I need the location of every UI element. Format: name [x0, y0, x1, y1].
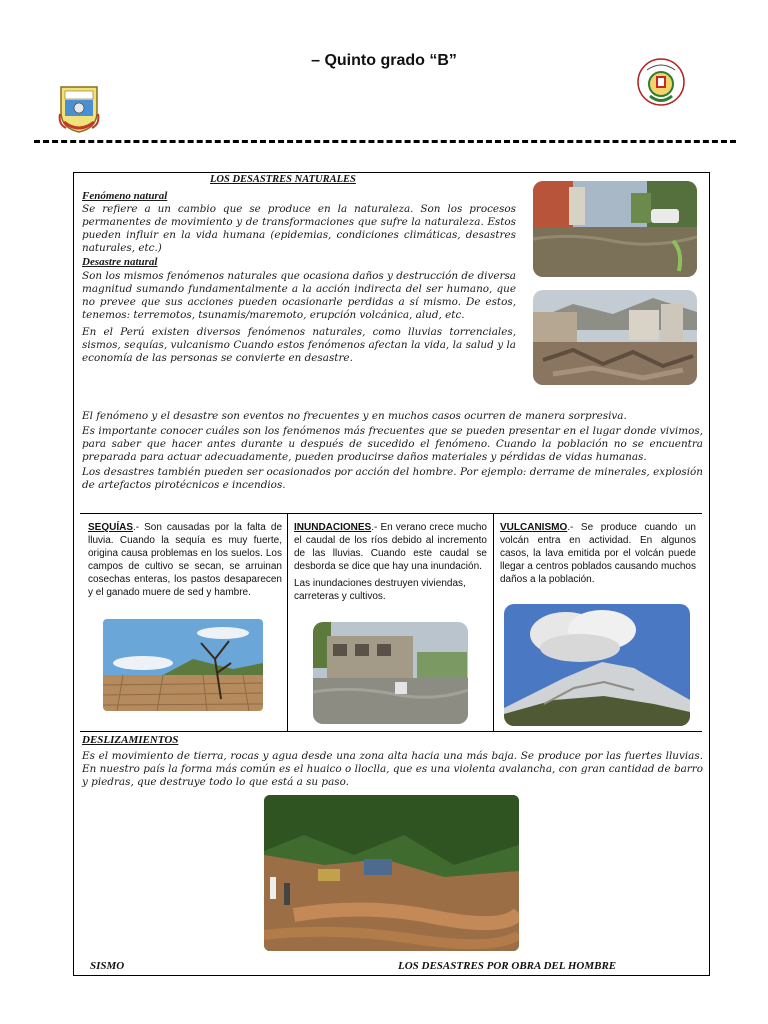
sequias-label: SEQUÍAS [88, 522, 134, 533]
column-sequias [88, 521, 282, 603]
intro-column [82, 190, 516, 365]
column-divider-2 [493, 513, 494, 731]
army-seal-logo [636, 56, 686, 108]
fenomeno-text: Se refiere a un cambio que se produce en la naturaleza. Son los procesos permanentes de movimiento y de transformaciones que sufre la naturaleza. Estos pueden influir en la vida humana (epidemias, condiciones climáticas, desastres naturales, etc.) [82, 203, 516, 255]
vulcanismo-text: .- Se produce cuando un volcán entra en actividad. En algunos casos, la lava emitida por el volcán puede llegar a centros poblados causando muchos daños a la población. [500, 522, 696, 585]
inundaciones-label: INUNDACIONES [294, 522, 372, 533]
volcano-photo [504, 604, 690, 726]
worksheet-title: LOS DESASTRES NATURALES [210, 174, 356, 185]
vulcanismo-label: VULCANISMO [500, 522, 568, 533]
column-inundaciones [294, 521, 487, 607]
importante-text: Es importante conocer cuáles son los fenómenos más frecuentes que se pueden presentar en el lugar donde vivimos, para saber que hacer antes durante u después de sucedido el fenómeno. Cuando la población no se encuentra preparada para actuar adecuadamente, pueden producirse daños materiales y pérdidas de vidas humanas. [82, 425, 703, 464]
columns-bottom-rule [80, 731, 702, 732]
hombre-text: Los desastres también pueden ser ocasionados por acción del hombre. Por ejemplo: derrame de minerales, explosión de artefactos pirotécnicos e incendios. [82, 466, 703, 492]
footer-hombre: LOS DESASTRES POR OBRA DEL HOMBRE [398, 960, 617, 972]
desastre-text: Son los mismos fenómenos naturales que ocasiona daños y destrucción de diversa magnitud sumando fundamentalmente a la acción indirecta del ser humano, que no prevee que sus acciones pueden ocasionarle perdidas a sí mismo. De estos, tenemos: terremotos, tsunamis/maremoto, erupción volcánica, alud, etc. [82, 269, 516, 321]
school-crest-logo [58, 84, 100, 134]
deslizamientos-text-block [82, 750, 703, 789]
inundaciones-text: .- En verano crece mucho el caudal de los ríos debido al incremento de las lluvias. Cuando este caudal se desborda se dice que hay una inundación. [294, 522, 487, 572]
deslizamientos-text: Es el movimiento de tierra, rocas y agua desde una zona alta hacia una más baja. Se produce por las fuertes lluvias. En nuestro país la forma más común es el huaico o lloclla, que es una violenta avalancha, con gran cantidad de barro y piedras, que destruye todo lo que está a su paso. [82, 750, 703, 789]
column-divider-1 [287, 513, 288, 731]
column-vulcanismo [500, 521, 696, 590]
page-title: – Quinto grado “B” [311, 52, 457, 69]
landslide-photo [264, 795, 519, 951]
frecuentes-text: El fenómeno y el desastre son eventos no frecuentes y en muchos casos ocurren de manera sorpresiva. [82, 410, 627, 422]
fenomeno-heading: Fenómeno natural [82, 190, 168, 202]
desastre-heading: Desastre natural [82, 256, 158, 269]
dashed-separator [34, 140, 736, 143]
earthquake-ruins-photo [533, 290, 697, 385]
flood-town-photo [313, 622, 468, 724]
deslizamientos-heading: DESLIZAMIENTOS [82, 734, 179, 746]
flood-street-photo [533, 181, 697, 277]
columns-top-rule [80, 513, 702, 514]
full-width-text [82, 410, 703, 493]
drought-photo [103, 619, 263, 711]
inundaciones-text-2: Las inundaciones destruyen viviendas, carreteras y cultivos. [294, 578, 466, 602]
sequias-text: .- Son causadas por la falta de lluvia. Cuando la sequía es muy fuerte, origina causa problemas en los suelos. Los campos de cultivo se secan, se arruinan cosechas enteras, los pastos desaparecen y el ganado muere de sed y hambre. [88, 522, 282, 598]
peru-text: En el Perú existen diversos fenómenos naturales, como lluvias torrenciales, sismos, sequías, vulcanismo Cuando estos fenómenos afectan la vida, la salud y la economía de las personas se convierte en desastre. [82, 325, 516, 365]
footer-sismo: SISMO [90, 960, 125, 972]
